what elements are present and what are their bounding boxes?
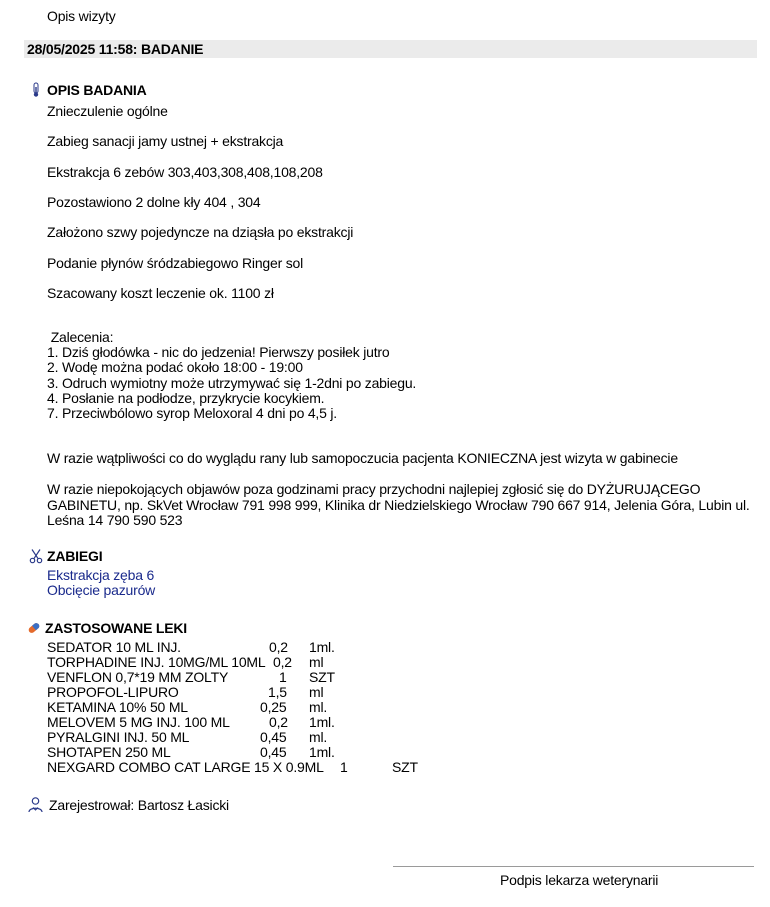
- signature-line: [393, 866, 754, 867]
- exam-line: Szacowany koszt leczenie ok. 1100 zł: [47, 285, 274, 301]
- thermometer-icon: [29, 82, 43, 98]
- procedures-heading-text: ZABIEGI: [47, 548, 103, 564]
- medication-qty: 1: [279, 669, 287, 685]
- exam-line: Podanie płynów śródzabiegowo Ringer sol: [47, 255, 304, 271]
- medication-qty: 0,45: [260, 729, 287, 745]
- medication-name: PROPOFOL-LIPURO: [47, 684, 179, 700]
- medications-table: [47, 640, 467, 780]
- medication-name: TORPHADINE INJ. 10MG/ML 10ML: [47, 654, 266, 670]
- recommendation-item: 3. Odruch wymiotny może utrzymywać się 1-2dni po zabiegu.: [47, 374, 417, 391]
- medication-name: NEXGARD COMBO CAT LARGE 15 X 0.9ML: [47, 759, 324, 775]
- doctor-icon: [27, 796, 44, 813]
- medication-qty: 1: [340, 759, 348, 775]
- medication-qty: 0,25: [260, 699, 287, 715]
- exam-line: Ekstrakcja 6 zebów 303,403,308,408,108,208: [47, 164, 323, 180]
- exam-heading-text: OPIS BADANIA: [47, 82, 147, 98]
- medication-name: KETAMINA 10% 50 ML: [47, 699, 188, 715]
- page-title: Opis wizyty: [47, 8, 116, 24]
- medication-unit: ml.: [309, 699, 328, 715]
- medication-unit: 1ml.: [309, 714, 335, 730]
- note-wound: W razie wątpliwości co do wyglądu rany lub samopoczucia pacjenta KONIECZNA jest wizyta w gabinecie: [47, 450, 678, 466]
- recommendation-item: 1. Dziś głodówka - nic do jedzenia! Pierwszy posiłek jutro: [47, 344, 390, 361]
- exam-line: Założono szwy pojedyncze na dziąsła po ekstrakcji: [47, 224, 354, 240]
- medication-unit: 1ml.: [309, 744, 335, 760]
- medication-qty: 0,45: [260, 744, 287, 760]
- medications-section-heading: [27, 620, 187, 636]
- recommendation-item: 7. Przeciwbólowo syrop Meloxoral 4 dni po 4,5 j.: [47, 405, 337, 422]
- medication-name: MELOVEM 5 MG INJ. 100 ML: [47, 714, 230, 730]
- medication-name: SHOTAPEN 250 ML: [47, 744, 171, 760]
- medication-qty: 0,2: [269, 714, 288, 730]
- medications-heading-text: ZASTOSOWANE LEKI: [45, 620, 187, 636]
- pill-icon: [27, 620, 41, 636]
- visit-header-bar: 28/05/2025 11:58: BADANIE: [24, 40, 757, 58]
- registered-by: [27, 796, 229, 813]
- medication-unit: ml.: [309, 729, 328, 745]
- signature-label: Podpis lekarza weterynarii: [500, 872, 659, 888]
- scissors-icon: [29, 548, 43, 564]
- medication-unit: 1ml.: [309, 639, 335, 655]
- registered-by-text: Zarejestrował: Bartosz Łasicki: [49, 796, 229, 813]
- medication-qty: 0,2: [273, 654, 292, 670]
- medication-name: PYRALGINI INJ. 50 ML: [47, 729, 190, 745]
- procedure-link[interactable]: Ekstrakcja zęba 6: [47, 567, 155, 583]
- medication-qty: 0,2: [269, 639, 288, 655]
- medication-unit: SZT: [309, 669, 335, 685]
- medication-unit: ml: [309, 684, 324, 700]
- note-emergency: W razie niepokojących objawów poza godzinami pracy przychodni najlepiej zgłosić się do DYŻURUJĄCEGO GABINETU, np. SkVet Wrocław 791 998 999, Klinika dr Niedzielskiego Wrocław 790 667 914, Jelenia Góra, Lubin ul. Leśna 14 790 590 523: [47, 481, 750, 528]
- medication-unit: SZT: [392, 759, 418, 775]
- recommendation-item: 2. Wodę można podać około 18:00 - 19:00: [47, 359, 303, 376]
- recommendations: [47, 330, 416, 421]
- exam-line: Znieczulenie ogólne: [47, 103, 168, 119]
- medication-name: VENFLON 0,7*19 MM ZOLTY: [47, 669, 229, 685]
- recommendations-title: Zalecenia:: [47, 329, 114, 345]
- procedure-link[interactable]: Obcięcie pazurów: [47, 582, 156, 598]
- recommendation-item: 4. Posłanie na podłodze, przykrycie kocykiem.: [47, 389, 325, 406]
- exam-line: Zabieg sanacji jamy ustnej + ekstrakcja: [47, 133, 284, 149]
- medication-qty: 1,5: [268, 684, 287, 700]
- exam-section-heading: [29, 82, 147, 98]
- medication-unit: ml: [309, 654, 324, 670]
- exam-line: Pozostawiono 2 dolne kły 404 , 304: [47, 194, 261, 210]
- procedures-section-heading: [29, 548, 102, 564]
- medication-name: SEDATOR 10 ML INJ.: [47, 639, 181, 655]
